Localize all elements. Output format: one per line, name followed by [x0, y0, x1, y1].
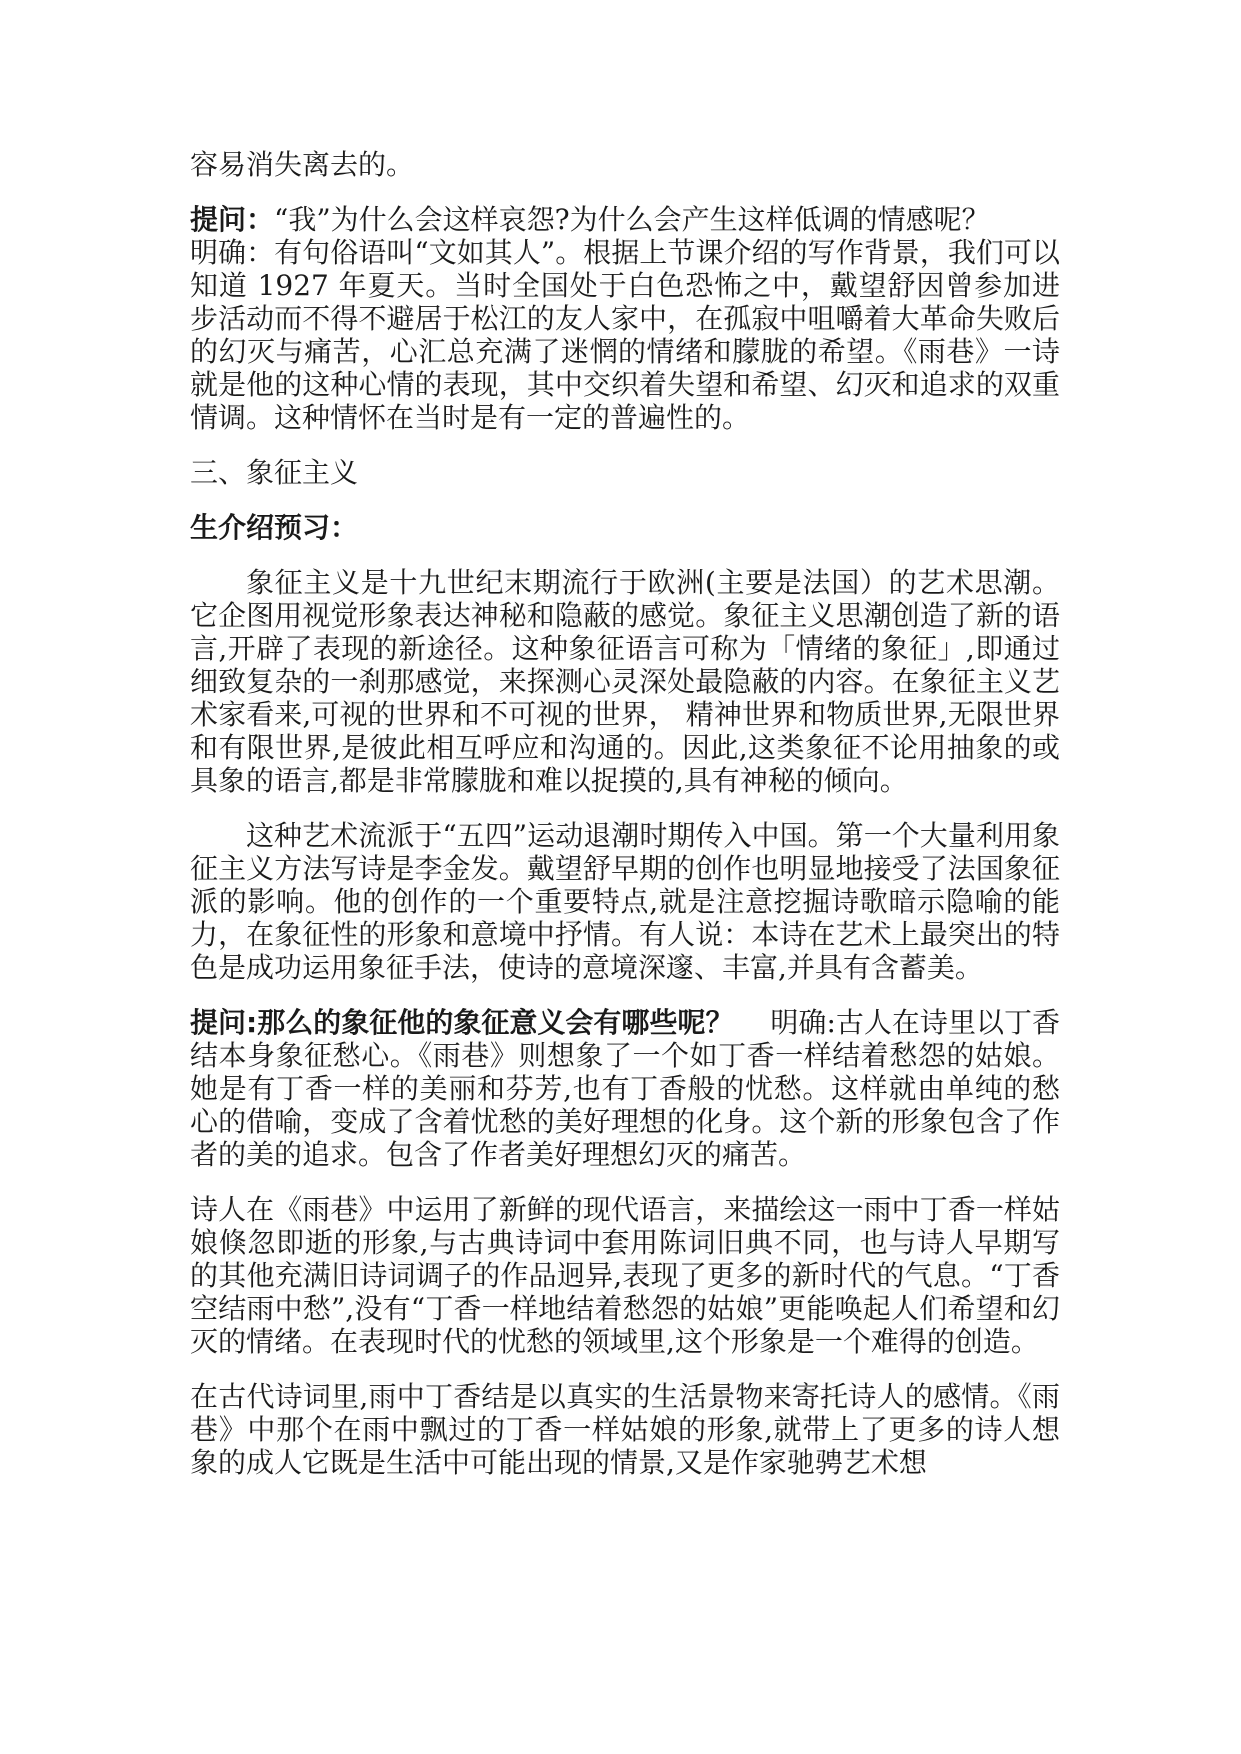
question-bold: 提问:那么的象征他的象征意义会有哪些呢？	[190, 1006, 734, 1039]
paragraph-2	[190, 203, 1060, 434]
paragraph-symbolism-intro: 象征主义是十九世纪末期流行于欧洲(主要是法国）的艺术思潮。它企图用视觉形象表达神秘和隐蔽的感觉。象征主义思潮创造了新的语言,开辟了表现的新途径。这种象征语言可称为「情绪的象征」,即通过细致复杂的一刹那感觉，来探测心灵深处最隐蔽的内容。在象征主义艺术家看来,可视的世界和不可视的世界， 精神世界和物质世界,无限世界和有限世界,是彼此相互呼应和沟通的。因此,这类象征不论用抽象的或具象的语言,都是非常朦胧和难以捉摸的,具有神秘的倾向。	[190, 566, 1060, 797]
preview-heading: 生介绍预习：	[190, 511, 359, 544]
answer-meaning: 明确:古人在诗里以丁香结本身象征愁心。《雨巷》则想象了一个如丁香一样结着愁怨的姑娘。她是有丁香一样的美丽和芬芳,也有丁香般的忧愁。这样就由单纯的愁心的借喻，变成了含着忧愁的美好理想的化身。这个新的形象包含了作者的美的追求。包含了作者美好理想幻灭的痛苦。	[190, 1006, 1060, 1171]
section-title: 三、象征主义	[190, 456, 359, 489]
paragraph-modern-language: 诗人在《雨巷》中运用了新鲜的现代语言，来描绘这一雨中丁香一样姑娘倏忽即逝的形象,与古典诗词中套用陈词旧典不同，也与诗人早期写的其他充满旧诗词调子的作品迥异,表现了更多的新时代的气息。“丁香空结雨中愁”,没有“丁香一样地结着愁怨的姑娘”更能唤起人们希望和幻灭的情绪。在表现时代的忧愁的领域里,这个形象是一个难得的创造。	[190, 1193, 1060, 1358]
document-page	[190, 148, 1060, 1501]
answer-text: 明确：有句俗语叫“文如其人”。根据上节课介绍的写作背景，我们可以知道 1927 年夏天。当时全国处于白色恐怖之中，戴望舒因曾参加进步活动而不得不避居于松江的友人家中，在孤寂中咀嚼着大革命失败后的幻灭与痛苦，心汇总充满了迷惘的情绪和朦胧的希望。《雨巷》一诗就是他的这种心情的表现，其中交织着失望和希望、幻灭和追求的双重情调。这种情怀在当时是有一定的普遍性的。	[190, 236, 1060, 434]
paragraph-ancient-poetry: 在古代诗词里,雨中丁香结是以真实的生活景物来寄托诗人的感情。《雨巷》中那个在雨中飘过的丁香一样姑娘的形象,就带上了更多的诗人想象的成人它既是生活中可能出现的情景,又是作家驰骋艺术想	[190, 1380, 1060, 1479]
question-label: 提问：	[190, 203, 275, 236]
paragraph-symbolism-china: 这种艺术流派于“五四”运动退潮时期传入中国。第一个大量利用象征主义方法写诗是李金发。戴望舒早期的创作也明显地接受了法国象征派的影响。他的创作的一个重要特点,就是注意挖掘诗歌暗示隐喻的能力，在象征性的形象和意境中抒情。有人说：本诗在艺术上最突出的特色是成功运用象征手法，使诗的意境深邃、丰富,并具有含蓄美。	[190, 819, 1060, 984]
paragraph-1: 容易消失离去的。	[190, 148, 415, 181]
question-text: “我”为什么会这样哀怨?为什么会产生这样低调的情感呢？	[274, 203, 990, 236]
paragraph-symbol-meaning	[190, 1006, 1060, 1171]
